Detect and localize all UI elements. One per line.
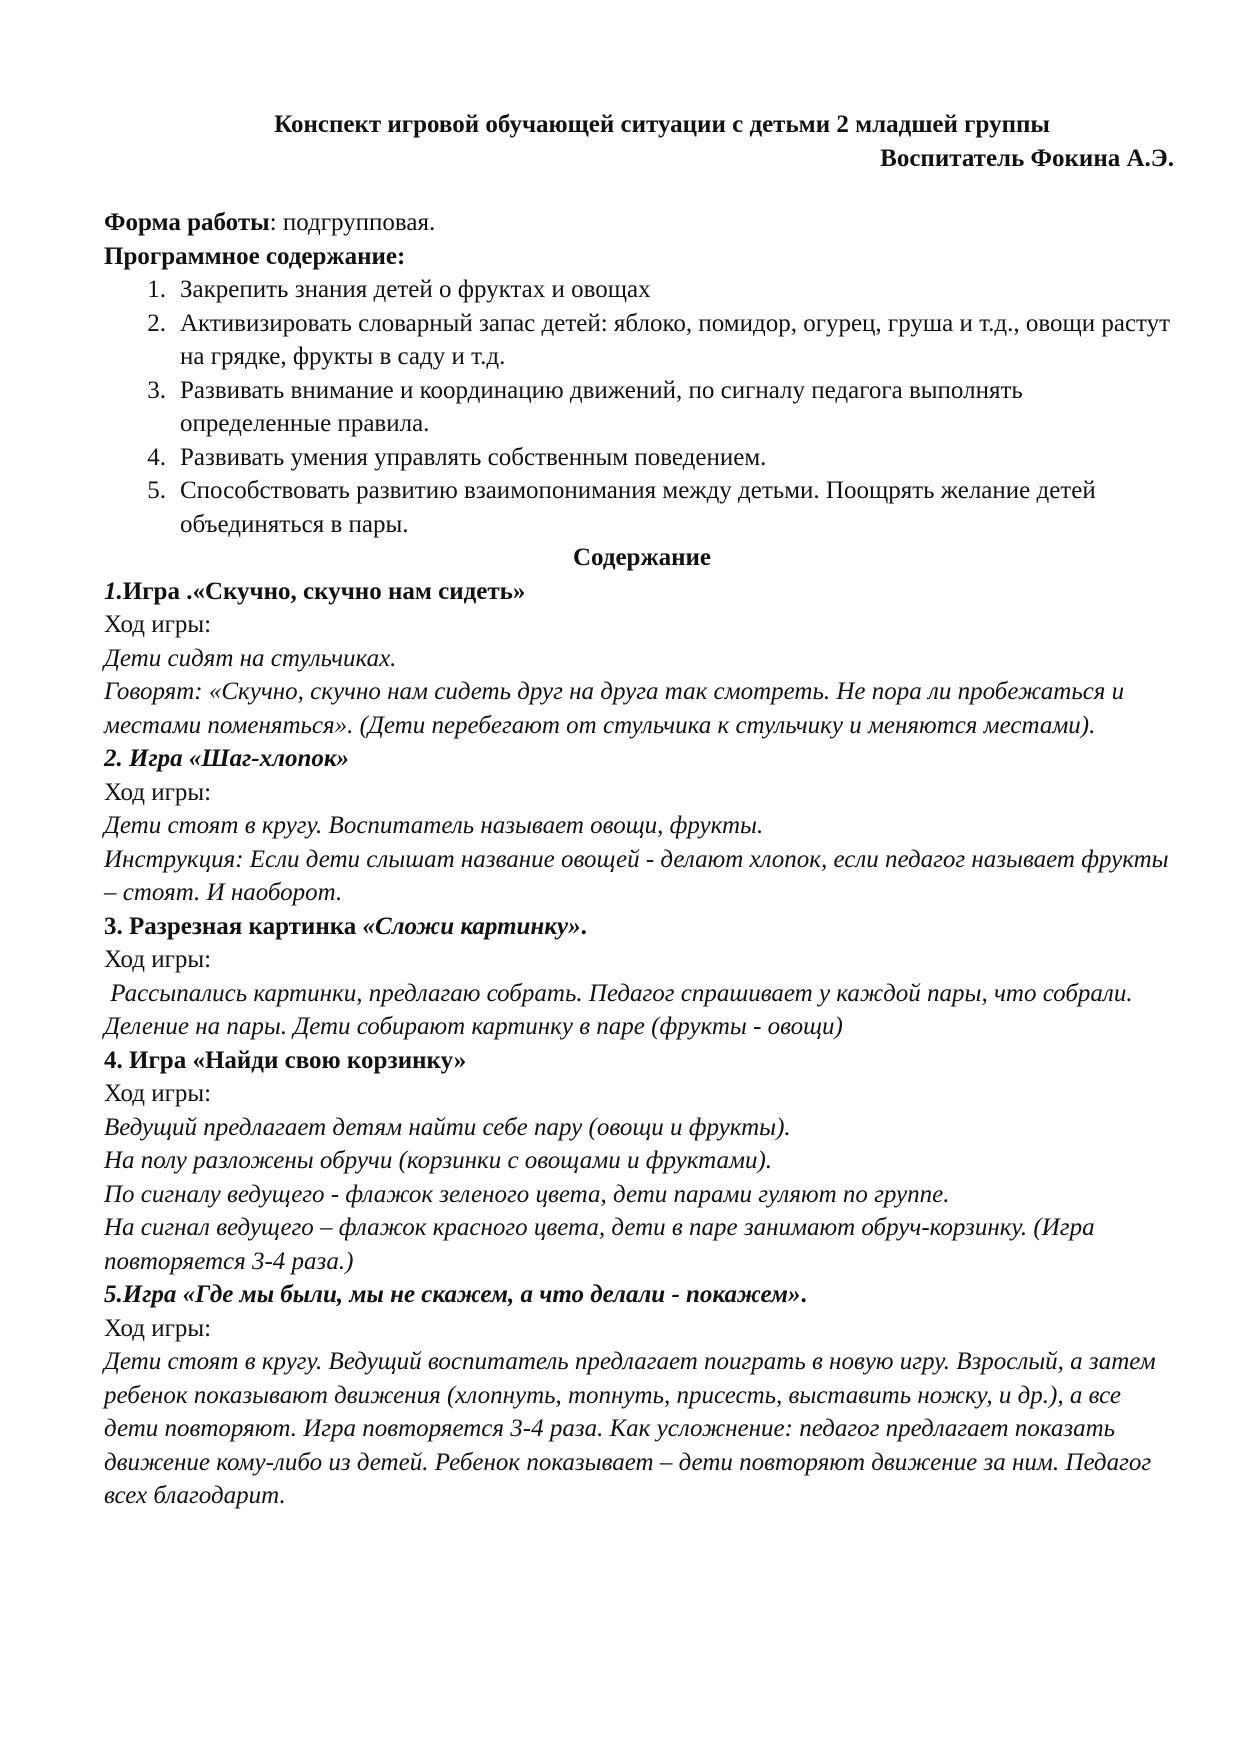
game-1-hod: Ход игры: [104,611,212,638]
game-1-title-text: Игра .«Скучно, скучно нам сидеть» [122,577,526,605]
list-item [104,374,1180,441]
game-4-line: Ведущий предлагает детям найти себе пару (овощи и фрукты). [104,1113,791,1141]
game-1-number: 1. [104,577,123,605]
game-4-line: По сигналу ведущего - флажок зеленого цвета, дети парами гуляют по группе. [104,1180,950,1208]
game-3-title-text: 3. Разрезная картинка [104,912,363,940]
game-2-hod: Ход игры: [104,778,212,806]
game-1-line: Дети сидят на стульчиках. [104,644,397,672]
game-3-title-end: . [580,912,587,940]
game-4-line: На полу разложены обручи (корзинки с овощами и фруктами). [104,1147,773,1174]
game-5-line: Дети стоят в кругу. Ведущий воспитатель предлагает поиграть в новую игру. Взрослый, а затем ребенок показывают движения (хлопнуть, топнуть, присесть, выставить ножку, и др.), а все дети повторяют. Игра повторяется 3-4 раза. Как усложнение: педагог предлагает показать движение кому-либо из детей. Ребенок показывает – дети повторяют движение за ним. Педагог всех благодарит. [104,1348,1156,1509]
game-5-title-text: 5.Игра «Где мы были, мы не скажем, а что делали - покажем» [104,1281,801,1308]
content-heading: Содержание [572,544,711,571]
game-1-line: Говорят: «Скучно, скучно нам сидеть друг на друга так смотреть. Не пора ли пробежаться и местами поменяться». (Дети перебегают от стульчика к стульчику и меняются местами). [104,678,1125,739]
author-line: Воспитатель Фокина А.Э. [880,144,1174,172]
list-item-text: Развивать внимание и координацию движений, по сигналу педагога выполнять определенные правила. [180,376,1023,437]
game-4-hod: Ход игры: [104,1080,212,1107]
list-item-number: 4. [147,443,166,471]
game-4-title: 4. Игра «Найди свою корзинку» [104,1046,467,1074]
list-item-number: 2. [147,309,166,337]
game-2-line: Инструкция: Если дети слышат название овощей - делают хлопок, если педагог называет фрукты – стоят. И наоборот. [104,845,1169,906]
spacer [104,175,1180,206]
game-2-line: Дети стоят в кругу. Воспитатель называет овощи, фрукты. [104,812,764,839]
game-3-line: Рассыпались картинки, предлагаю собрать. Педагог спрашивает у каждой пары, что собрали. [104,979,1133,1007]
list-item [104,307,1180,374]
list-item-number: 3. [147,376,166,404]
program-heading: Программное содержание: [104,242,406,270]
list-item-text: Закрепить знания детей о фруктах и овощах [180,276,651,303]
game-5-title [104,1278,1180,1312]
game-3-hod: Ход игры: [104,946,212,973]
list-item-number: 5. [147,477,166,504]
document-title: Конспект игровой обучающей ситуации с детьми 2 младшей группы [274,111,1050,138]
form-value: : подгрупповая. [269,209,436,236]
game-5-title-end: . [800,1281,807,1308]
list-item [104,474,1180,541]
list-item-text: Способствовать развитию взаимопонимания между детьми. Поощрять желание детей объединяться в пары. [180,477,1096,538]
game-2-title: 2. Игра «Шаг-хлопок» [104,745,350,772]
game-3-line: Деление на пары. Дети собирают картинку в паре (фрукты - овощи) [104,1013,843,1040]
game-3-title [104,910,1180,944]
game-4-line: На сигнал ведущего – флажок красного цвета, дети в паре занимают обруч-корзинку. (Игра повторяется 3-4 раза.) [104,1214,1095,1275]
game-3-title-italic: «Сложи картинку» [362,912,581,940]
list-item [104,273,1180,307]
form-of-work [104,206,1180,240]
game-5-hod: Ход игры: [104,1314,212,1342]
list-item [104,441,1180,475]
list-item-number: 1. [147,276,166,303]
form-label: Форма работы [104,209,270,236]
list-item-text: Развивать умения управлять собственным поведением. [180,443,767,471]
list-item-text: Активизировать словарный запас детей: яблоко, помидор, огурец, груша и т.д., овощи растут на грядке, фрукты в саду и т.д. [180,309,1171,370]
game-1-title [104,575,1180,609]
program-list [104,273,1180,541]
